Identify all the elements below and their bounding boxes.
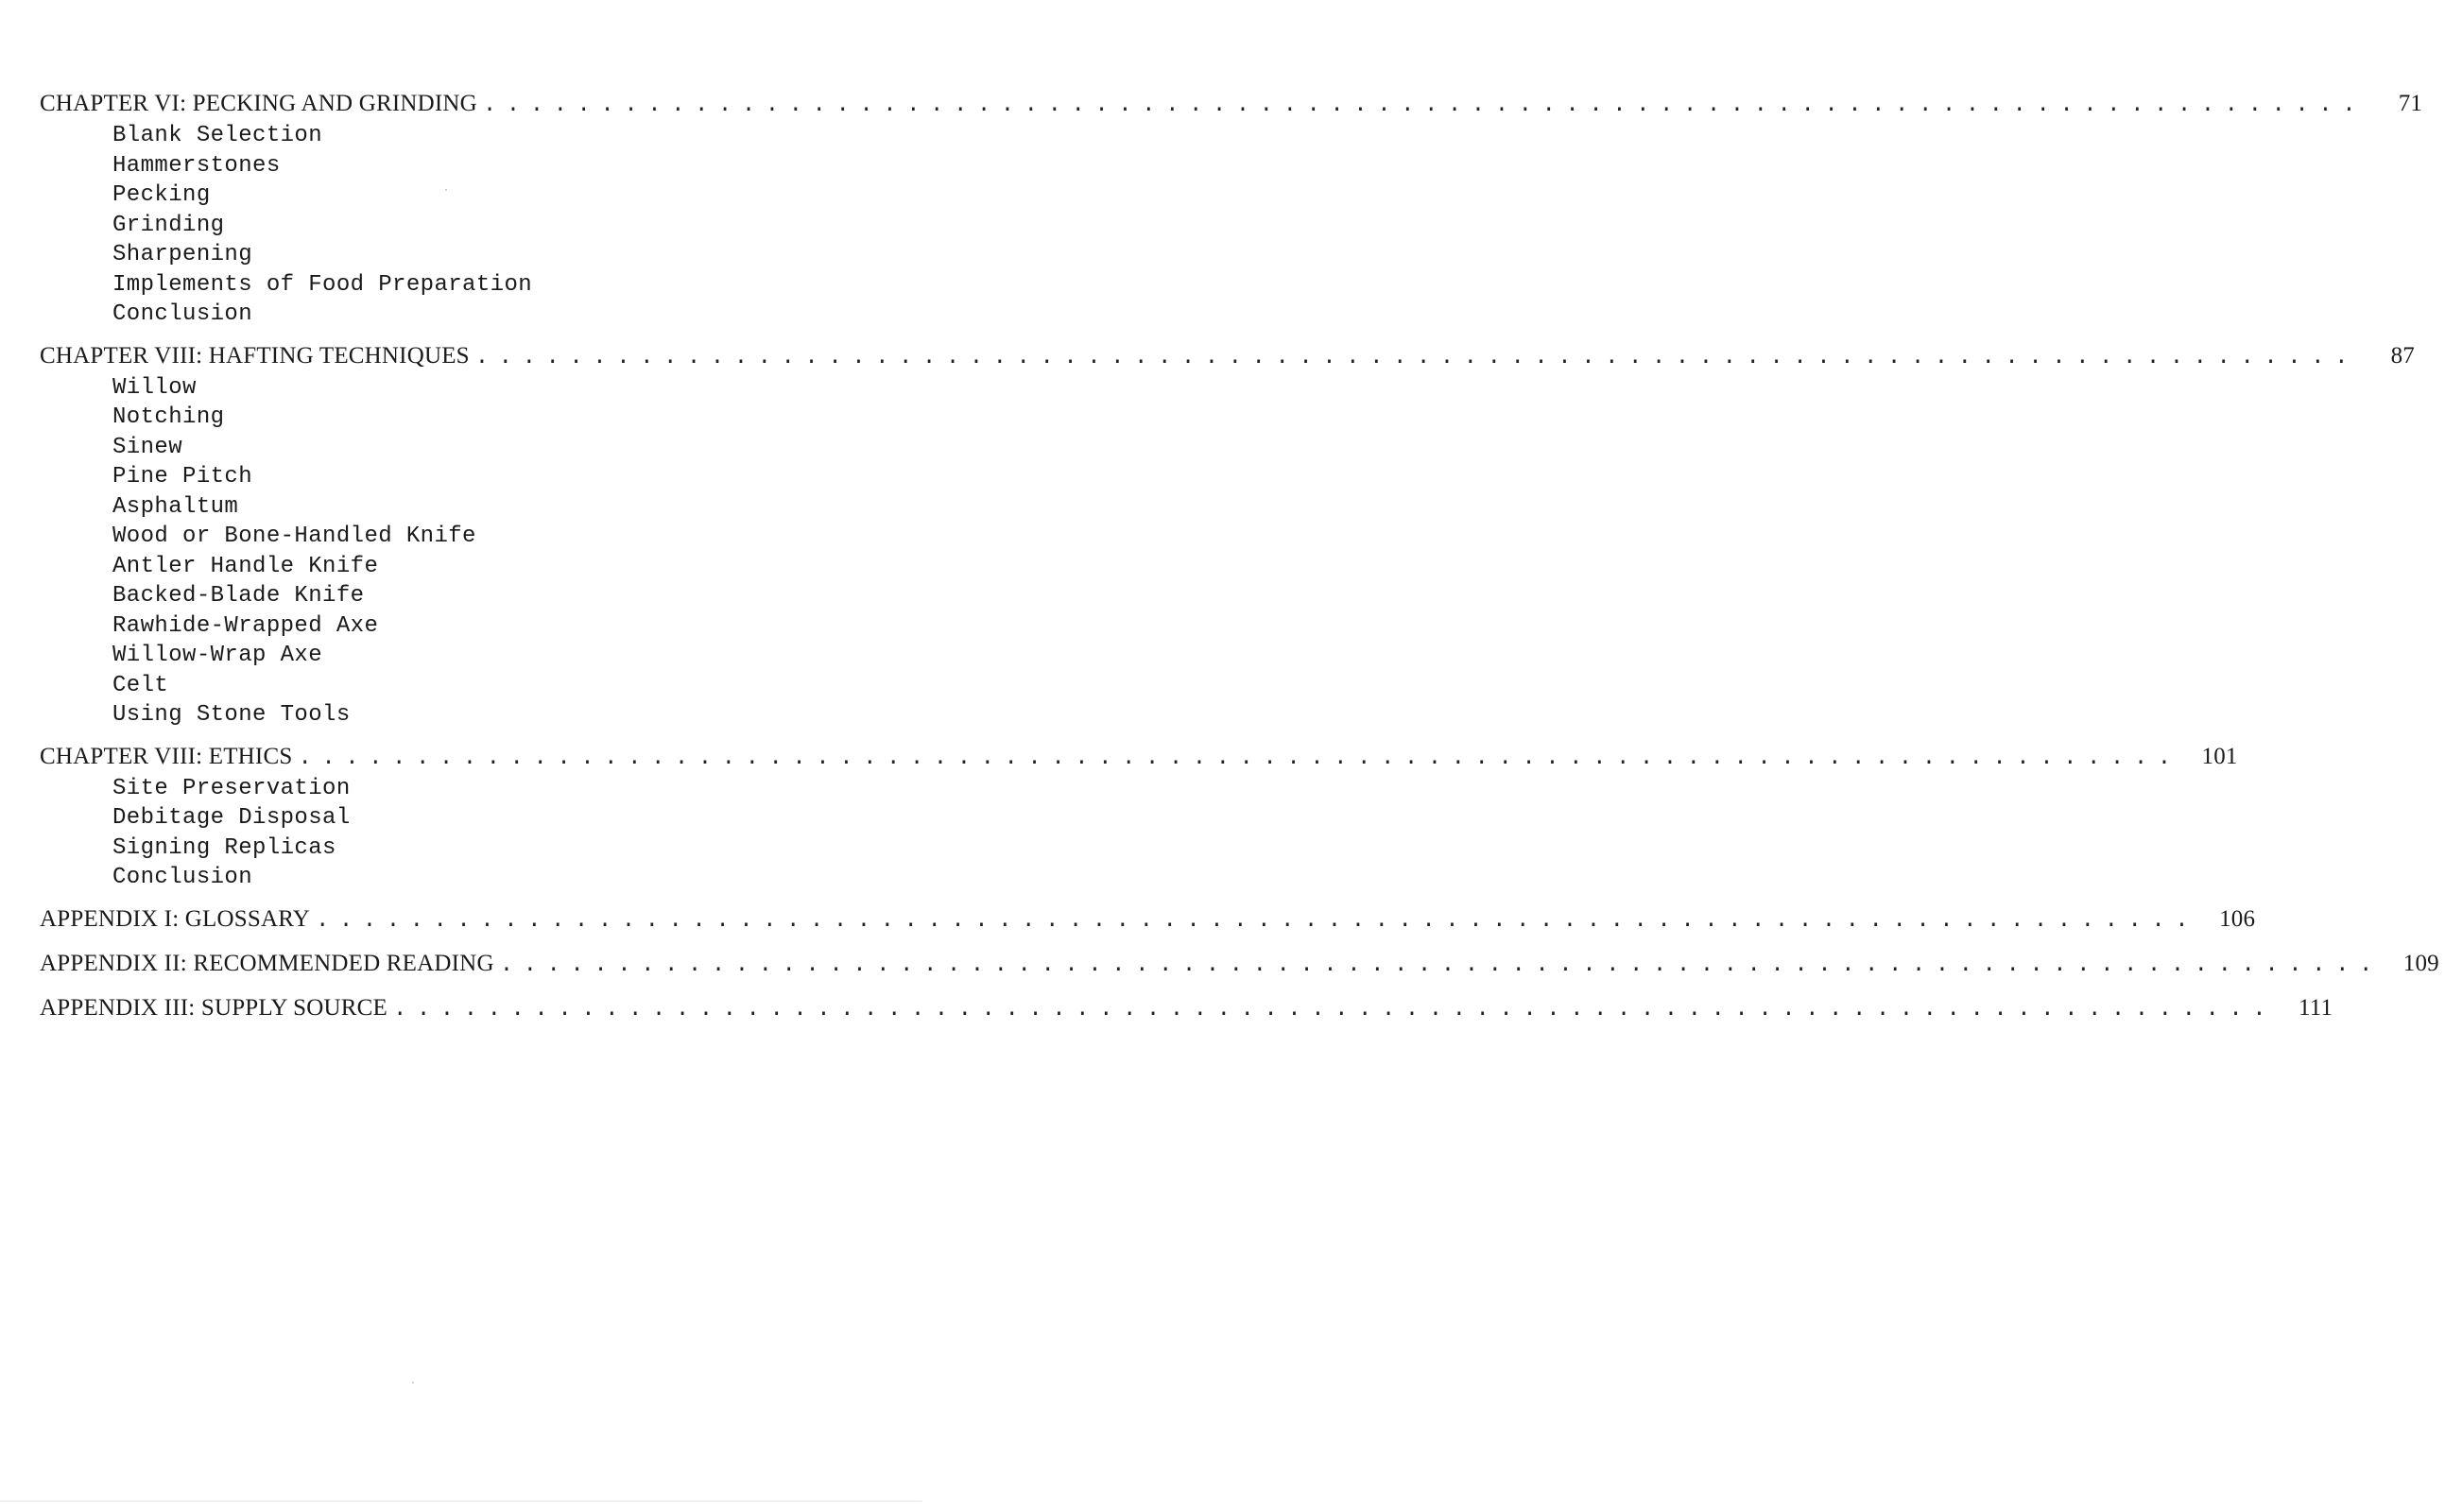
dot-leader: ................................................................................ bbox=[315, 907, 2199, 934]
dot-leader: ................................................................................ bbox=[474, 344, 2358, 370]
dot-leader: ................................................................................ bbox=[393, 996, 2277, 1022]
toc-subsection: Debitage Disposal bbox=[112, 805, 351, 831]
page-bottom-edge bbox=[0, 1501, 921, 1502]
toc-entry-title: APPENDIX II: RECOMMENDED READING bbox=[40, 950, 494, 976]
toc-subsection: Backed-Blade Knife bbox=[112, 583, 365, 609]
toc-entry-line bbox=[40, 905, 2256, 936]
toc-chapter-entry bbox=[40, 342, 2415, 730]
toc-subsection: Pecking bbox=[112, 182, 211, 208]
toc-page-number: 111 bbox=[2298, 994, 2333, 1021]
toc-entry-line bbox=[40, 342, 2415, 373]
toc-subsection: Implements of Food Preparation bbox=[112, 271, 533, 298]
toc-page-number: 87 bbox=[2390, 342, 2415, 369]
toc-page-number: 106 bbox=[2219, 905, 2256, 932]
toc-subsection-list bbox=[40, 373, 824, 730]
toc-appendix-entry bbox=[40, 994, 2333, 1025]
toc-entry-line bbox=[40, 950, 2439, 981]
toc-subsection: Wood or Bone-Handled Knife bbox=[112, 524, 476, 549]
toc-chapter-entry bbox=[40, 743, 2238, 893]
toc-entry-line bbox=[40, 994, 2333, 1025]
toc-appendix-entry bbox=[40, 950, 2439, 981]
dot-leader: ................................................................................ bbox=[499, 952, 2383, 978]
dot-leader: ................................................................................ bbox=[298, 745, 2181, 771]
toc-entry-title: CHAPTER VIII: HAFTING TECHNIQUES bbox=[40, 342, 470, 369]
toc-chapter-entry bbox=[40, 91, 2423, 330]
toc-subsection: Pine Pitch bbox=[112, 464, 253, 490]
table-of-contents bbox=[40, 91, 2439, 1025]
toc-subsection: Willow-Wrap Axe bbox=[112, 643, 323, 668]
toc-subsection-list bbox=[40, 121, 824, 330]
toc-entry-title: CHAPTER VIII: ETHICS bbox=[40, 743, 293, 769]
toc-subsection: Blank Selection bbox=[112, 123, 323, 148]
toc-subsection: Site Preservation bbox=[112, 775, 351, 801]
toc-subsection: Sharpening bbox=[112, 242, 253, 267]
scan-speck bbox=[445, 189, 447, 191]
toc-subsection: Rawhide-Wrapped Axe bbox=[112, 612, 379, 639]
toc-entry-line bbox=[40, 743, 2238, 774]
toc-subsection: Conclusion bbox=[112, 301, 253, 327]
toc-subsection: Grinding bbox=[112, 212, 225, 238]
toc-entry-title: CHAPTER VI: PECKING AND GRINDING bbox=[40, 91, 477, 116]
toc-subsection: Using Stone Tools bbox=[112, 702, 351, 728]
toc-subsection: Sinew bbox=[112, 434, 183, 460]
toc-subsection: Willow bbox=[112, 374, 197, 401]
toc-subsection: Notching bbox=[112, 404, 225, 430]
toc-subsection: Signing Replicas bbox=[112, 834, 336, 861]
toc-page-number: 109 bbox=[2402, 950, 2439, 976]
toc-subsection-list bbox=[40, 774, 824, 893]
toc-subsection: Hammerstones bbox=[112, 152, 281, 179]
toc-subsection: Antler Handle Knife bbox=[112, 553, 379, 579]
dot-leader: ................................................................................ bbox=[482, 93, 2367, 118]
toc-appendix-entry bbox=[40, 905, 2256, 936]
toc-entry-line bbox=[40, 91, 2423, 121]
toc-page-number: 71 bbox=[2398, 91, 2423, 116]
toc-entry-title: APPENDIX III: SUPPLY SOURCE bbox=[40, 994, 387, 1021]
toc-entry-title: APPENDIX I: GLOSSARY bbox=[40, 905, 310, 932]
toc-page-number: 101 bbox=[2201, 743, 2238, 769]
toc-subsection: Conclusion bbox=[112, 865, 253, 890]
scan-speck bbox=[412, 1382, 414, 1383]
toc-subsection: Asphaltum bbox=[112, 493, 239, 520]
toc-subsection: Celt bbox=[112, 672, 169, 698]
